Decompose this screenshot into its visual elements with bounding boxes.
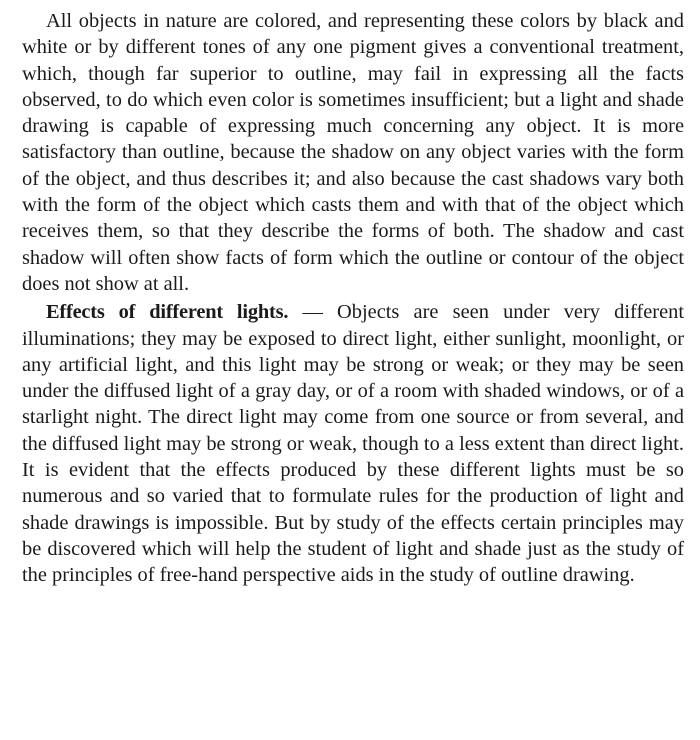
paragraph-effects-body: — Objects are seen under very different illuminations; they may be exposed to direct light, either sunlight, moonlight, or any artificial light, and this light may be strong or weak; or they may be seen under the diffused light of a gray day, or of a room with shaded windows, or of a starlight night. The direct light may come from one source or from several, and the diffused light may be strong or weak, though to a less extent than direct light. It is evident that the effects produced by these different lights must be so numerous and so varied that to formulate rules for the production of light and shade drawings is impossible. But by study of the effects certain principles may be discovered which will help the student of light and shade just as the study of the principles of free-hand perspective aids in the study of outline drawing. bbox=[22, 301, 685, 587]
section-heading-effects-of-different-lights: Effects of different lights. bbox=[46, 301, 289, 324]
paragraph-effects-of-lights bbox=[22, 299, 684, 588]
paragraph-objects-colored: All objects in nature are colored, and representing these colors by black and white or by different tones of any one pigment gives a conventional treatment, which, though far superior to outline, may fail in expressing all the facts observed, to do which even color is sometimes insufficient; but a light and shade drawing is capable of expressing much concerning any object. It is more satisfactory than outline, because the shadow on any object varies with the form of the object, and thus describes it; and also because the cast shadows vary both with the form of the object which casts them and with that of the object which receives them, so that they describe the forms of both. The shadow and cast shadow will often show facts of form which the outline or contour of the object does not show at all. bbox=[22, 10, 684, 295]
